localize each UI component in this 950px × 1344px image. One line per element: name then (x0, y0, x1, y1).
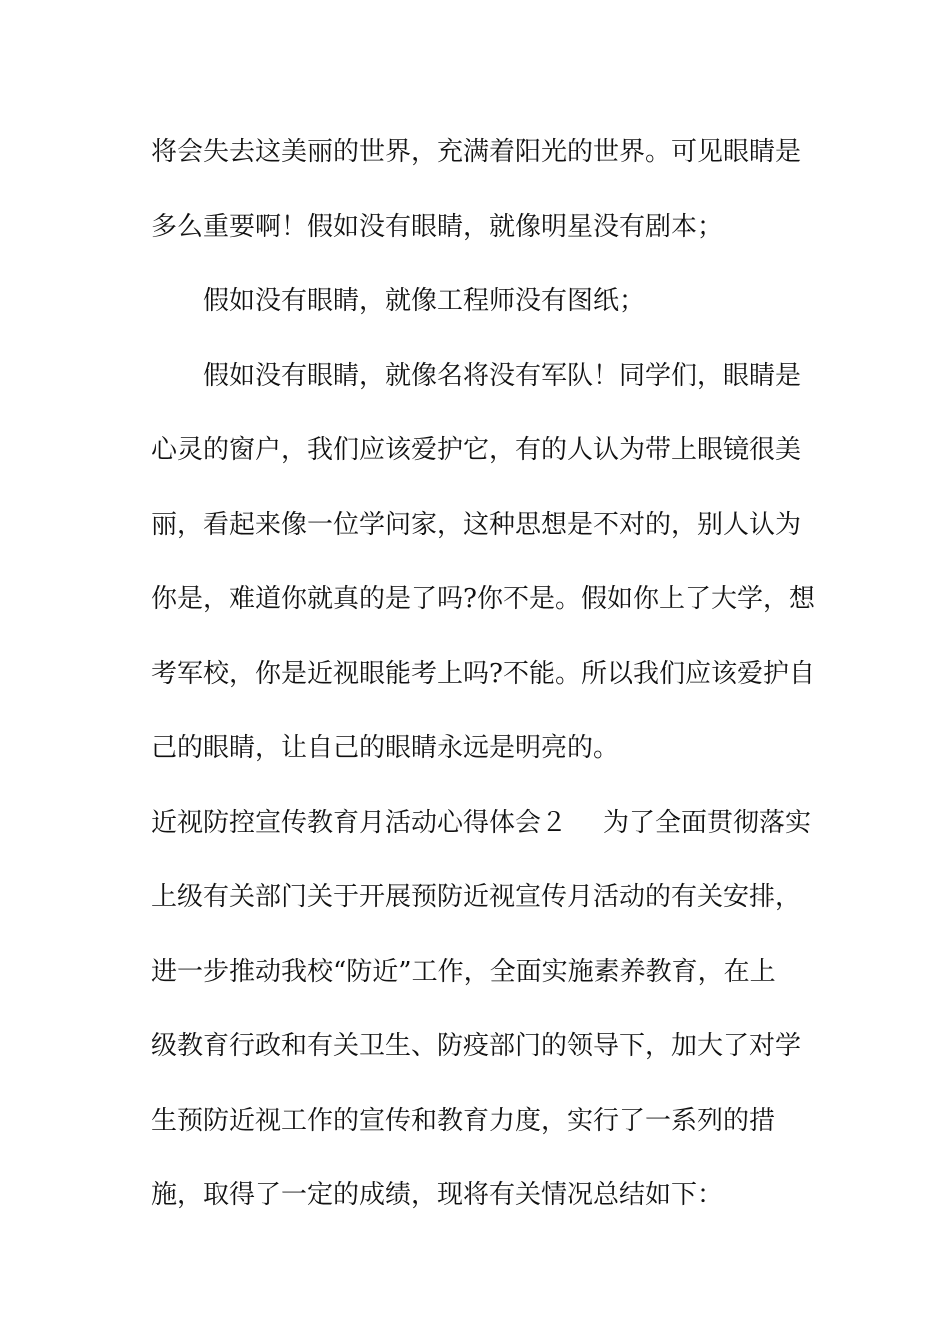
paragraph-line: 进一步推动我校“防近”工作，全面实施素养教育，在上 (151, 956, 776, 987)
paragraph-line: 级教育行政和有关卫生、防疫部门的领导下，加大了对学 (151, 1031, 802, 1061)
paragraph-line: 考军校，你是近视眼能考上吗?不能。所以我们应该爱护自 (151, 658, 815, 689)
section-heading-line (151, 803, 811, 878)
paragraph-line: 将会失去这美丽的世界，充满着阳光的世界。可见眼睛是 (151, 137, 802, 167)
section-title: 近视防控宣传教育月活动心得体会２ (151, 807, 568, 838)
section-first-line: 为了全面贯彻落实 (602, 807, 811, 838)
paragraph-line: 假如没有眼睛，就像工程师没有图纸； (203, 286, 646, 316)
paragraph-line: 丽，看起来像一位学问家，这种思想是不对的，别人认为 (151, 509, 802, 540)
paragraph-line: 你是，难道你就真的是了吗?你不是。假如你上了大学，想 (151, 584, 815, 614)
paragraph-line: 生预防近视工作的宣传和教育力度，实行了一系列的措 (151, 1105, 776, 1136)
paragraph-line: 心灵的窗户，我们应该爱护它，有的人认为带上眼镜很美 (151, 435, 802, 465)
paragraph-line: 己的眼睛，让自己的眼睛永远是明亮的。 (151, 733, 620, 763)
paragraph-line: 上级有关部门关于开展预防近视宣传月活动的有关安排， (151, 882, 802, 912)
document-body (151, 132, 815, 1250)
paragraph-line: 施，取得了一定的成绩，现将有关情况总结如下： (151, 1180, 724, 1210)
paragraph-line: 假如没有眼睛，就像名将没有军队！同学们，眼睛是 (203, 360, 802, 391)
paragraph-line: 多么重要啊！假如没有眼睛，就像明星没有剧本； (151, 211, 724, 242)
